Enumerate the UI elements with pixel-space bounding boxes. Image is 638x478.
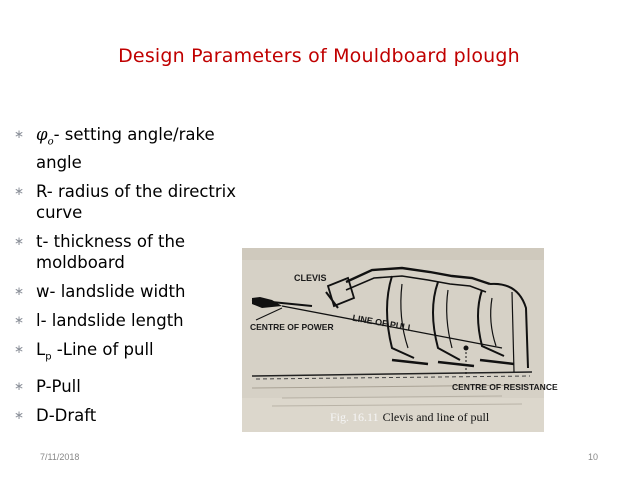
lp-subscript: p [45,351,52,363]
centre-of-power-label: CENTRE OF POWER [250,322,334,332]
phi-symbol: φ [36,125,48,144]
bullet-marker-icon: ∗ [14,313,25,328]
bullet-marker-icon: ∗ [14,407,25,422]
bullet-list [14,124,254,434]
bullet-thickness [14,231,254,273]
line-of-pull-label: LINE OF PULL [351,312,414,334]
clevis-label: CLEVIS [294,273,327,283]
footer-date: 7/11/2018 [40,452,80,462]
phi-subscript: o [47,136,54,148]
page-number: 10 [587,452,598,462]
bullet-marker-icon: ∗ [14,127,25,141]
bullet-text: P-Pull [36,376,81,396]
lp-main: L [36,340,46,360]
bullet-text: R- radius of the directrix curve [36,182,237,223]
plough-diagram-figure [242,248,558,432]
bullet-text: t- thickness of the moldboard [36,232,186,273]
bullet-text: - setting angle/rake angle [36,125,215,173]
bullet-marker-icon: ∗ [14,284,25,299]
bullet-marker-icon: ∗ [14,342,25,357]
bullet-text: w- landslide width [36,282,186,302]
bullet-text: -Line of pull [51,340,154,360]
figure-caption [330,410,489,425]
bullet-text: D-Draft [36,405,97,425]
figure-number: Fig. 16.11 [330,410,379,424]
plough-drawing [242,248,544,432]
bullet-text: l- landslide length [36,311,184,331]
figure-caption-text: Clevis and line of pull [382,410,490,424]
bullet-pull [14,376,254,397]
bullet-marker-icon: ∗ [14,184,25,199]
bullet-landslide-length [14,310,254,331]
bullet-line-of-pull [14,339,254,367]
bullet-marker-icon: ∗ [14,378,25,393]
bullet-setting-angle [14,124,254,173]
bullet-landslide-width [14,281,254,302]
bullet-marker-icon: ∗ [14,234,25,249]
centre-of-resistance-label: CENTRE OF RESISTANCE [452,382,558,392]
bullet-draft [14,405,254,426]
slide-title: Design Parameters of Mouldboard plough [118,45,520,67]
bullet-radius [14,181,254,223]
